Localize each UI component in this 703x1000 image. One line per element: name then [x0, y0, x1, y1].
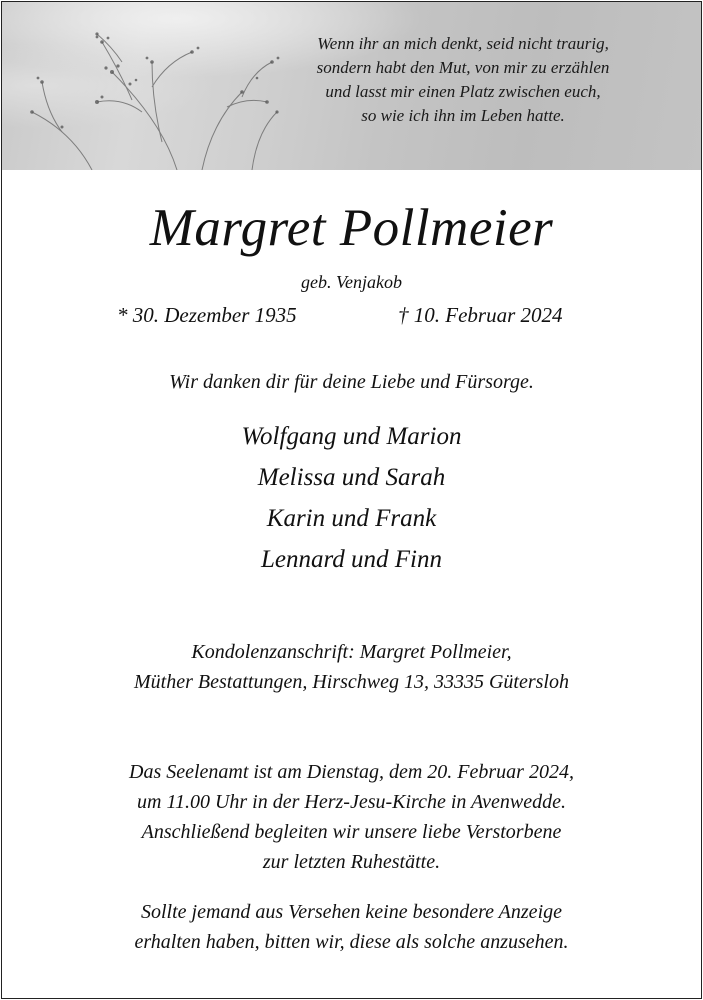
- poem-line: sondern habt den Mut, von mir zu erzählen: [316, 58, 610, 77]
- header-photo-grass: [2, 2, 701, 170]
- birth-name: geb. Venjakob: [301, 272, 402, 292]
- notice-line: Sollte jemand aus Versehen keine besondere Anzeige: [141, 901, 562, 923]
- mourner-entry: Melissa und Sarah: [257, 464, 446, 491]
- condolence-address: [0, 637, 703, 697]
- deceased-name: Margret Pollmeier: [149, 199, 554, 257]
- notice: [0, 897, 703, 957]
- condolence-line: Müther Bestattungen, Hirschweg 13, 33335 Gütersloh: [134, 671, 569, 693]
- mourner-entry: Wolfgang und Marion: [241, 423, 462, 450]
- poem: [253, 32, 673, 128]
- service-line: zur letzten Ruhestätte.: [262, 851, 441, 873]
- mourners-list: [0, 419, 703, 583]
- poem-line: Wenn ihr an mich denkt, seid nicht traurig,: [317, 34, 609, 53]
- death-date: † 10. Februar 2024: [398, 303, 563, 327]
- condolence-line: Kondolenzanschrift: Margret Pollmeier,: [191, 641, 512, 663]
- service-line: um 11.00 Uhr in der Herz-Jesu-Kirche in Avenwedde.: [137, 791, 566, 813]
- mourner-entry: Karin und Frank: [266, 505, 437, 532]
- service-line: Anschließend begleiten wir unsere liebe Verstorbene: [141, 821, 562, 843]
- poem-line: und lasst mir einen Platz zwischen euch,: [325, 82, 601, 101]
- service-line: Das Seelenamt ist am Dienstag, dem 20. Februar 2024,: [129, 761, 574, 783]
- birth-date: * 30. Dezember 1935: [117, 303, 297, 327]
- notice-line: erhalten haben, bitten wir, diese als solche anzusehen.: [134, 931, 569, 953]
- mourner-entry: Lennard und Finn: [260, 546, 443, 573]
- service-details: [0, 757, 703, 877]
- thanks-line: Wir danken dir für deine Liebe und Fürsorge.: [169, 371, 534, 393]
- poem-line: so wie ich ihn im Leben hatte.: [361, 106, 565, 125]
